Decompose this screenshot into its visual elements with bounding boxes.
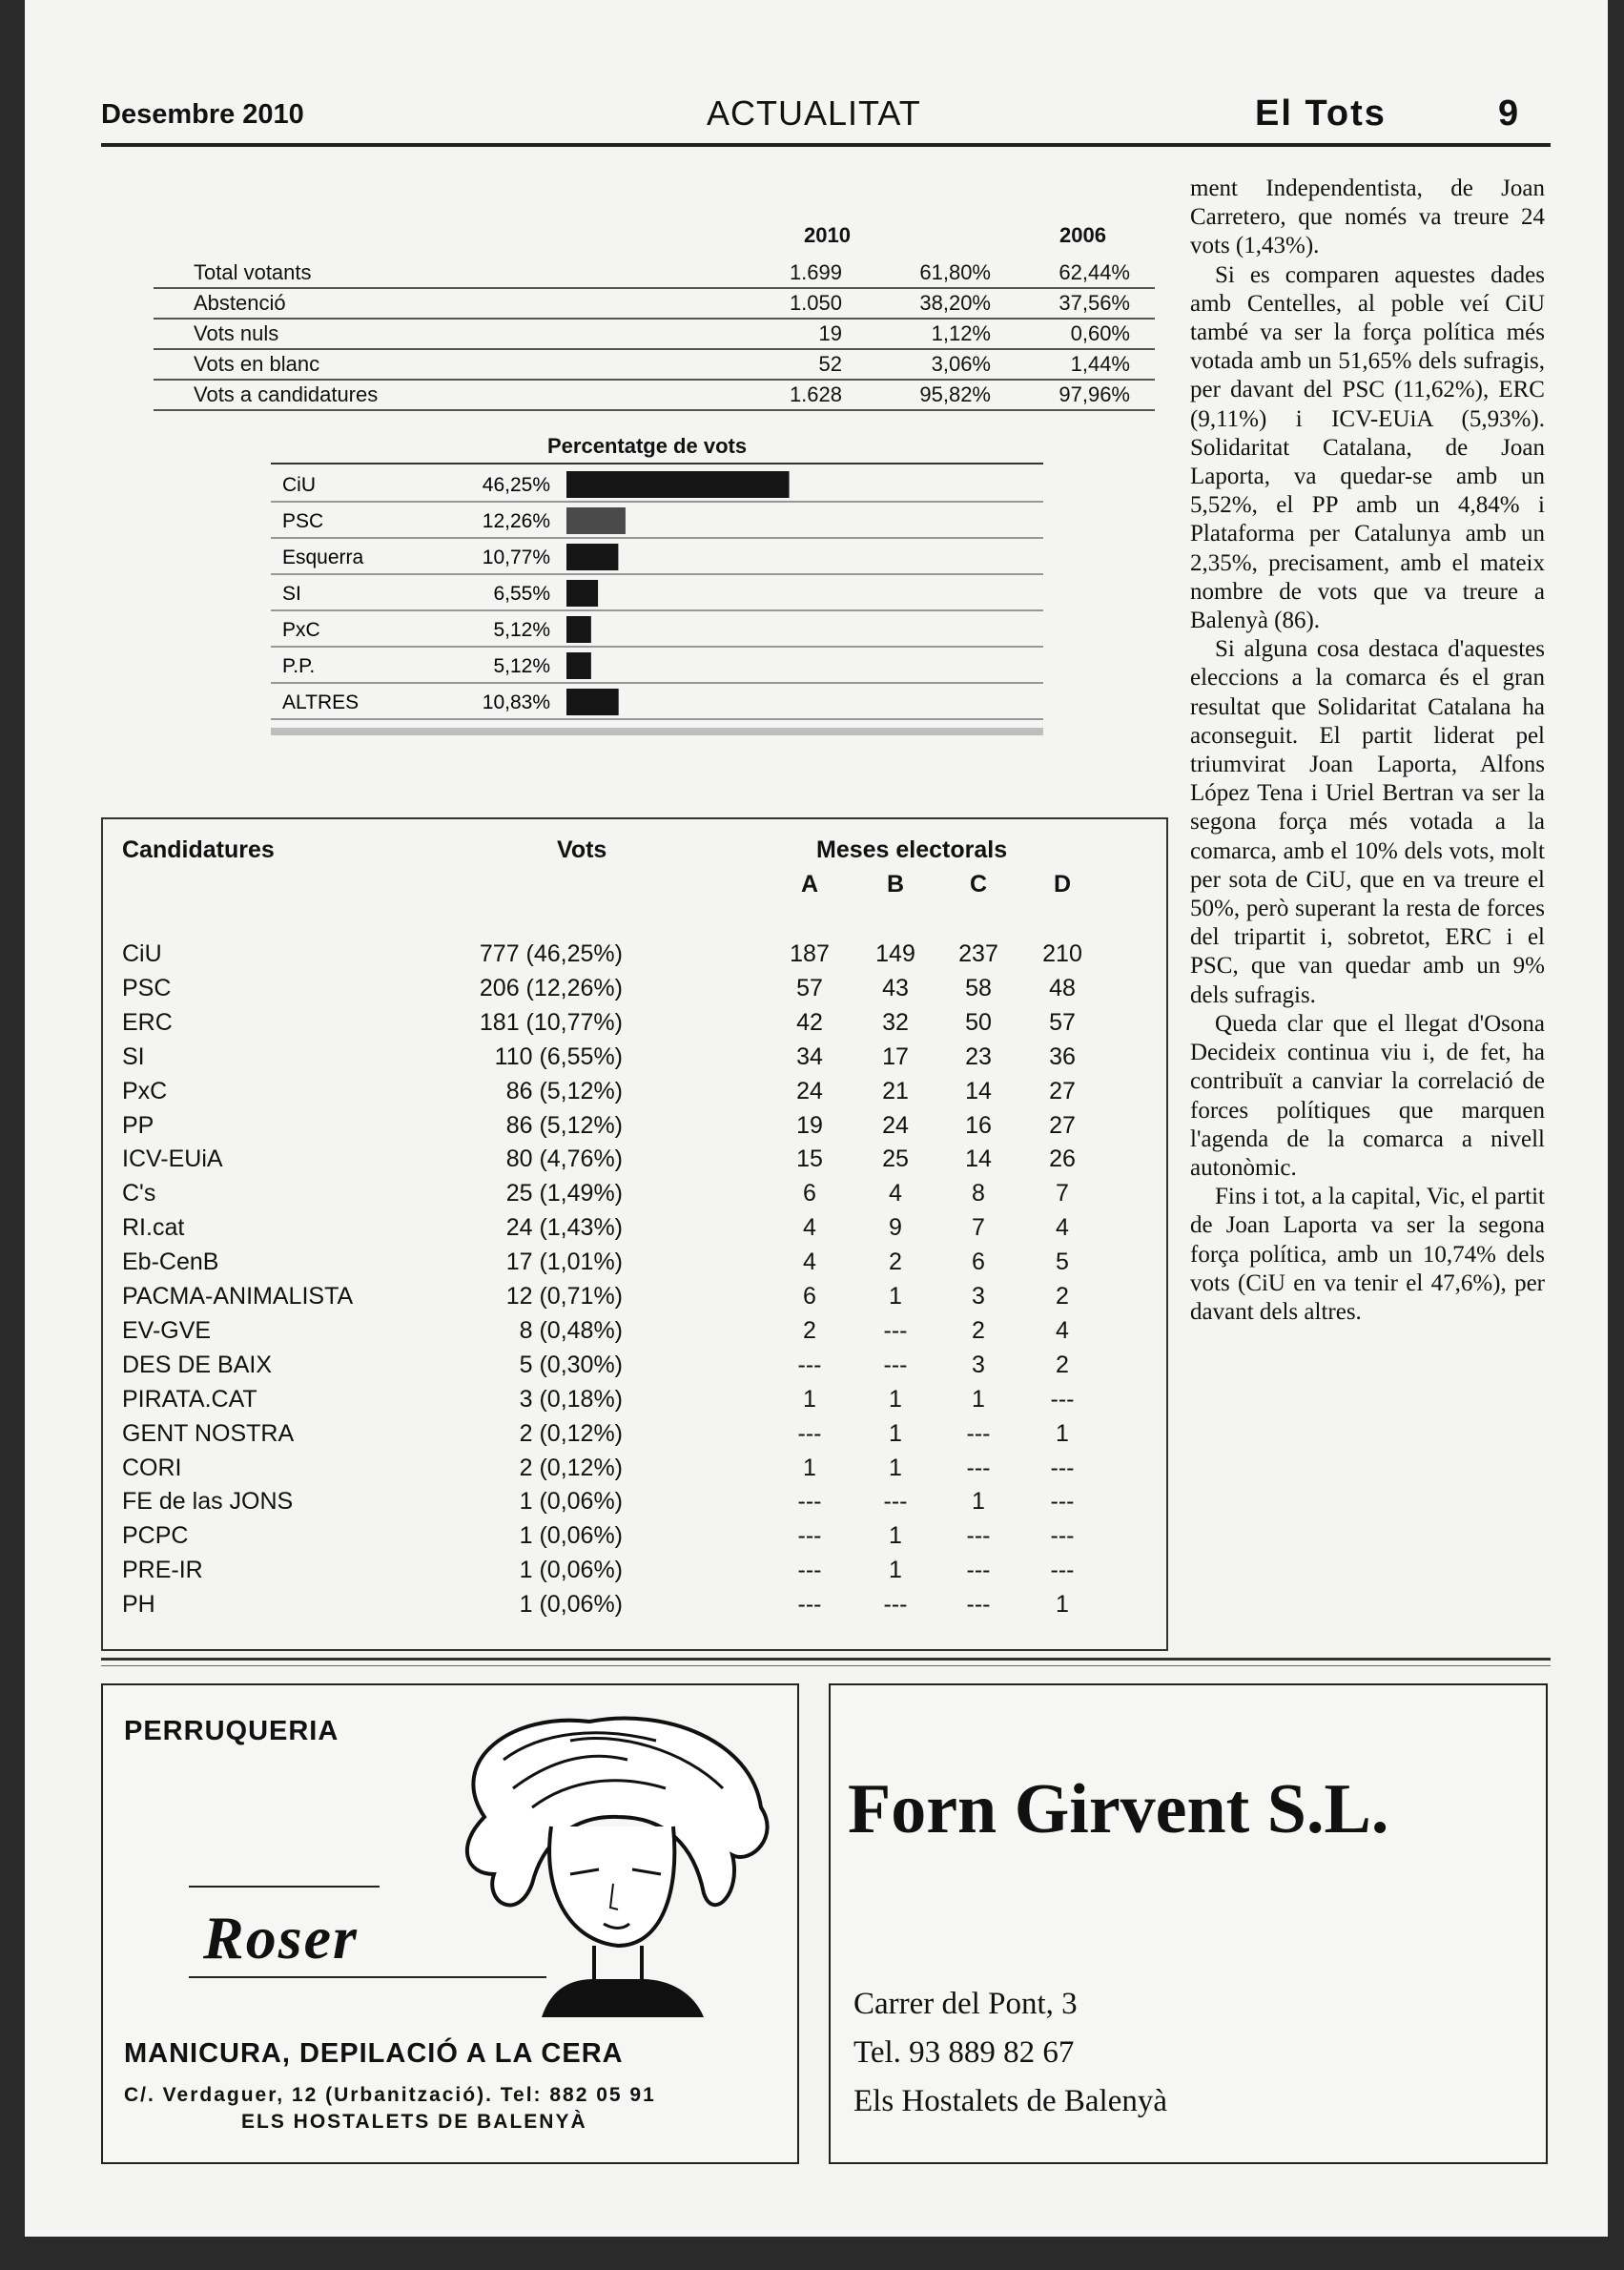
mesa-b-value: 1 <box>889 1283 902 1310</box>
category-label: PSC <box>282 510 324 532</box>
mesa-c-value: 1 <box>972 1488 985 1516</box>
mesa-c-value: 1 <box>972 1385 985 1413</box>
article-paragraph: ment Independentista, de Joan Carretero, que només va treure 24 vots (1,43%). <box>1190 175 1545 259</box>
bar-esquerra <box>566 544 618 570</box>
table-row <box>103 1317 1166 1352</box>
roser-logo: Roser <box>203 1904 359 1971</box>
candidature-name: PxC <box>122 1077 168 1104</box>
mesa-b-value: 1 <box>889 1419 902 1447</box>
row-pct-2010: 95,82% <box>919 382 991 406</box>
table-row <box>103 1455 1166 1489</box>
candidature-name: CORI <box>122 1454 182 1481</box>
bar-ciu <box>566 471 790 498</box>
row-label: Vots a candidatures <box>194 382 379 406</box>
year-2006-header: 2006 <box>1059 223 1106 247</box>
mesa-d-value: --- <box>1050 1522 1075 1550</box>
header-mesa-c: C <box>969 871 988 898</box>
mesa-a-value: 57 <box>796 974 823 1001</box>
mesa-d-value: 5 <box>1056 1248 1069 1276</box>
table-row <box>103 1112 1166 1146</box>
mesa-c-value: 50 <box>965 1008 992 1036</box>
candidature-name: GENT NOSTRA <box>122 1419 295 1447</box>
bar-pp <box>566 652 591 679</box>
table-row <box>103 1214 1166 1248</box>
header-meses: Meses electorals <box>816 836 1008 863</box>
mesa-a-value: 19 <box>796 1111 823 1139</box>
mesa-d-value: 7 <box>1056 1180 1069 1207</box>
mesa-c-value: 2 <box>972 1316 985 1344</box>
mesa-a-value: 6 <box>803 1180 816 1207</box>
candidature-name: FE de las JONS <box>122 1488 294 1516</box>
mesa-a-value: 187 <box>790 940 830 967</box>
mesa-c-value: --- <box>966 1419 991 1447</box>
candidature-name: PIRATA.CAT <box>122 1385 257 1413</box>
magazine-name: El Tots <box>1255 93 1387 134</box>
mesa-c-value: 14 <box>965 1145 992 1173</box>
header-candidatures: Candidatures <box>122 836 275 863</box>
table-row <box>103 1488 1166 1522</box>
mesa-d-value: 27 <box>1049 1077 1076 1104</box>
mesa-b-value: 32 <box>882 1008 909 1036</box>
candidature-votes: 86 (5,12%) <box>505 1077 623 1104</box>
mesa-a-value: --- <box>797 1591 822 1619</box>
chart-top-rule <box>271 463 1043 464</box>
candidature-votes: 777 (46,25%) <box>479 940 623 967</box>
mesa-a-value: 4 <box>803 1248 816 1276</box>
ad-address: C/. Verdaguer, 12 (Urbanització). Tel: 882 05 91 <box>124 2084 656 2106</box>
mesa-b-value: 21 <box>882 1077 909 1104</box>
mesa-b-value: 1 <box>889 1454 902 1481</box>
mesa-a-value: 4 <box>803 1214 816 1242</box>
mesa-d-value: 36 <box>1049 1042 1076 1070</box>
row-votes: 1.628 <box>789 382 842 406</box>
row-votes: 1.050 <box>789 291 842 315</box>
year-2010-header: 2010 <box>804 223 851 247</box>
table-row <box>103 975 1166 1009</box>
article-column <box>1190 175 1545 1327</box>
row-pct-2006: 62,44% <box>1059 260 1130 284</box>
table-row <box>103 1283 1166 1317</box>
table-row <box>154 349 1155 381</box>
mesa-d-value: 48 <box>1049 974 1076 1001</box>
mesa-b-value: 1 <box>889 1522 902 1550</box>
bakery-phone: Tel. 93 889 82 67 <box>853 2035 1075 2070</box>
bakery-street: Carrer del Pont, 3 <box>853 1987 1078 2021</box>
mesa-d-value: 1 <box>1056 1419 1069 1447</box>
table-row <box>103 1043 1166 1078</box>
candidature-votes: 5 (0,30%) <box>519 1351 623 1378</box>
category-label: P.P. <box>282 655 316 677</box>
candidature-votes: 1 (0,06%) <box>519 1557 623 1584</box>
mesa-c-value: 23 <box>965 1042 992 1070</box>
mesa-b-value: --- <box>883 1488 908 1516</box>
chart-plot <box>242 466 1062 726</box>
issue-date: Desembre 2010 <box>101 99 304 130</box>
mesa-c-value: --- <box>966 1557 991 1584</box>
candidature-name: DES DE BAIX <box>122 1351 272 1378</box>
bakery-name: Forn Girvent S.L. <box>848 1770 1389 1848</box>
mesa-a-value: 24 <box>796 1077 823 1104</box>
mesa-a-value: --- <box>797 1419 822 1447</box>
table-row <box>103 1557 1166 1591</box>
candidature-votes: 80 (4,76%) <box>505 1145 623 1173</box>
candidature-votes: 110 (6,55%) <box>494 1042 623 1070</box>
mesa-d-value: 2 <box>1056 1283 1069 1310</box>
candidature-name: PP <box>122 1111 154 1139</box>
table-row <box>103 1420 1166 1455</box>
bar-pxc <box>566 616 591 643</box>
bar-altres <box>566 689 619 715</box>
mesa-c-value: --- <box>966 1454 991 1481</box>
chart-footer-band <box>271 728 1043 735</box>
mesa-c-value: 8 <box>972 1180 985 1207</box>
row-votes: 19 <box>818 321 842 345</box>
table-row <box>103 1145 1166 1180</box>
candidature-name: Eb-CenB <box>122 1248 219 1276</box>
row-label: Vots en blanc <box>194 352 320 376</box>
bar-si <box>566 580 598 607</box>
article-paragraph: Queda clar que el llegat d'Osona Decideix continua viu i, de fet, ha contribuït a canviar la correlació de forces polítiques que marquen l'agenda de la comarca a nivell autonòmic. <box>1190 1010 1545 1181</box>
row-pct-2010: 3,06% <box>931 352 991 376</box>
mesa-a-value: --- <box>797 1557 822 1584</box>
table-row <box>154 258 1155 289</box>
candidature-name: ERC <box>122 1008 173 1036</box>
mesa-d-value: 26 <box>1049 1145 1076 1173</box>
candidature-name: C's <box>122 1180 156 1207</box>
mesa-a-value: 15 <box>796 1145 823 1173</box>
value-label: 5,12% <box>493 619 550 641</box>
mesa-c-value: 237 <box>958 940 998 967</box>
row-votes: 52 <box>818 352 842 376</box>
category-label: PxC <box>282 619 320 641</box>
mesa-a-value: 1 <box>803 1454 816 1481</box>
candidature-votes: 25 (1,49%) <box>505 1180 623 1207</box>
mesa-a-value: 42 <box>796 1008 823 1036</box>
mesa-a-value: 1 <box>803 1385 816 1413</box>
candidature-votes: 12 (0,71%) <box>505 1283 623 1310</box>
candidature-name: PSC <box>122 974 172 1001</box>
candidature-name: PCPC <box>122 1522 189 1550</box>
table-row <box>154 319 1155 350</box>
category-label: Esquerra <box>282 547 364 568</box>
candidature-votes: 2 (0,12%) <box>519 1454 623 1481</box>
value-label: 5,12% <box>493 655 550 677</box>
candidature-votes: 3 (0,18%) <box>519 1385 623 1413</box>
row-pct-2006: 97,96% <box>1059 382 1130 406</box>
mesa-b-value: 149 <box>875 940 915 967</box>
table-row <box>103 1352 1166 1386</box>
mesa-d-value: --- <box>1050 1454 1075 1481</box>
section-divider-thin <box>101 1665 1551 1666</box>
mesa-d-value: 57 <box>1049 1008 1076 1036</box>
candidature-votes: 17 (1,01%) <box>505 1248 623 1276</box>
header-mesa-b: B <box>886 871 905 898</box>
row-pct-2010: 61,80% <box>919 260 991 284</box>
article-paragraph: Si es comparen aquestes dades amb Centelles, al poble veí CiU també va ser la força política més votada amb un 51,65% dels sufragis, per davant del PSC (11,62%), ERC (9,11%) i ICV-EUiA (5,93%). Solidaritat Catalana, de Joan Laporta, va quedar-se amb un 5,52%, el PP amb un 4,84% i Plataforma per Catalunya amb un 2,35%, precisament, amb el mateix nombre de vots que va treure a Balenyà (86). <box>1190 261 1545 634</box>
table-row <box>103 1386 1166 1420</box>
ad-title: PERRUQUERIA <box>124 1716 339 1746</box>
row-label: Vots nuls <box>194 321 279 345</box>
row-label: Abstenció <box>194 291 286 315</box>
table-row <box>103 1248 1166 1283</box>
candidature-name: PACMA-ANIMALISTA <box>122 1283 354 1310</box>
ad-town: ELS HOSTALETS DE BALENYÀ <box>241 2111 587 2133</box>
mesa-d-value: --- <box>1050 1385 1075 1413</box>
mesa-b-value: --- <box>883 1591 908 1619</box>
category-label: ALTRES <box>282 691 360 713</box>
row-votes: 1.699 <box>789 260 842 284</box>
candidature-votes: 8 (0,48%) <box>519 1316 623 1344</box>
bakery-town: Els Hostalets de Balenyà <box>853 2084 1168 2118</box>
table-row <box>103 1522 1166 1557</box>
header-rule <box>101 143 1551 147</box>
mesa-c-value: 58 <box>965 974 992 1001</box>
candidature-votes: 1 (0,06%) <box>519 1591 623 1619</box>
row-label: Total votants <box>194 260 312 284</box>
article-paragraph: Si alguna cosa destaca d'aquestes eleccions a la comarca és el gran resultat que Solidaritat Catalana ha aconseguit. El partit liderat pel triumvirat Joan Laporta, Alfons López Tena i Uriel Bertran va ser la segona força més votada a la comarca, amb el 10% dels vots, molt per sota de CiU, que en va treure el 50%, però superant la resta de forces del tripartit i, sobretot, ERC i el PSC, que van quedar amb un 9% dels sufragis. <box>1190 636 1545 1008</box>
header-mesa-a: A <box>800 871 819 898</box>
header-votes: Vots <box>557 836 607 863</box>
mesa-d-value: 2 <box>1056 1351 1069 1378</box>
row-pct-2010: 38,20% <box>919 291 991 315</box>
table-row <box>103 1078 1166 1112</box>
mesa-d-value: 4 <box>1056 1316 1069 1344</box>
value-label: 46,25% <box>482 474 550 496</box>
mesa-d-value: 210 <box>1042 940 1082 967</box>
mesa-d-value: --- <box>1050 1557 1075 1584</box>
value-label: 6,55% <box>493 583 550 605</box>
table-row <box>154 288 1155 320</box>
value-label: 10,77% <box>482 547 550 568</box>
mesa-b-value: 17 <box>882 1042 909 1070</box>
table-row <box>103 1009 1166 1043</box>
mesa-b-value: 4 <box>889 1180 902 1207</box>
mesa-b-value: --- <box>883 1351 908 1378</box>
mesa-b-value: 25 <box>882 1145 909 1173</box>
candidature-votes: 1 (0,06%) <box>519 1522 623 1550</box>
candidature-name: ICV-EUiA <box>122 1145 223 1173</box>
mesa-b-value: 1 <box>889 1385 902 1413</box>
mesa-a-value: --- <box>797 1522 822 1550</box>
results-table <box>101 817 1168 1651</box>
mesa-b-value: 2 <box>889 1248 902 1276</box>
mesa-c-value: 14 <box>965 1077 992 1104</box>
mesa-c-value: --- <box>966 1591 991 1619</box>
candidature-name: PRE-IR <box>122 1557 203 1584</box>
mesa-c-value: 16 <box>965 1111 992 1139</box>
mesa-c-value: 3 <box>972 1283 985 1310</box>
mesa-c-value: 7 <box>972 1214 985 1242</box>
section-divider <box>101 1658 1551 1661</box>
vote-percentage-chart <box>242 434 1062 739</box>
chart-title: Percentatge de vots <box>547 434 748 458</box>
table-row <box>103 1180 1166 1214</box>
mesa-a-value: 6 <box>803 1283 816 1310</box>
candidature-votes: 206 (12,26%) <box>479 974 623 1001</box>
bar-psc <box>566 507 626 534</box>
candidature-name: RI.cat <box>122 1214 185 1242</box>
value-label: 10,83% <box>482 691 550 713</box>
mesa-a-value: 34 <box>796 1042 823 1070</box>
category-label: CiU <box>282 474 316 496</box>
page-number: 9 <box>1498 93 1519 134</box>
mesa-d-value: 27 <box>1049 1111 1076 1139</box>
candidature-votes: 1 (0,06%) <box>519 1488 623 1516</box>
row-pct-2010: 1,12% <box>931 321 991 345</box>
logo-rule <box>189 1886 380 1888</box>
section-title: ACTUALITAT <box>707 93 921 133</box>
mesa-a-value: --- <box>797 1488 822 1516</box>
value-label: 12,26% <box>482 510 550 532</box>
mesa-b-value: 9 <box>889 1214 902 1242</box>
mesa-c-value: --- <box>966 1522 991 1550</box>
mesa-c-value: 3 <box>972 1351 985 1378</box>
candidature-name: SI <box>122 1042 145 1070</box>
category-label: SI <box>282 583 301 605</box>
article-paragraph: Fins i tot, a la capital, Vic, el partit de Joan Laporta va ser la segona força política, amb un 10,74% dels vots (CiU en va tenir el 47,6%), per davant dels altres. <box>1190 1184 1545 1325</box>
mesa-d-value: 4 <box>1056 1214 1069 1242</box>
bakery-ad <box>829 1683 1548 2164</box>
mesa-b-value: 1 <box>889 1557 902 1584</box>
mesa-c-value: 6 <box>972 1248 985 1276</box>
mesa-b-value: 43 <box>882 974 909 1001</box>
table-row <box>154 380 1155 411</box>
woman-portrait-icon <box>427 1702 790 2017</box>
mesa-b-value: --- <box>883 1316 908 1344</box>
ad-services: MANICURA, DEPILACIÓ A LA CERA <box>124 2038 624 2069</box>
mesa-a-value: --- <box>797 1351 822 1378</box>
mesa-d-value: 1 <box>1056 1591 1069 1619</box>
mesa-a-value: 2 <box>803 1316 816 1344</box>
mesa-d-value: --- <box>1050 1488 1075 1516</box>
row-pct-2006: 37,56% <box>1059 291 1130 315</box>
candidature-name: PH <box>122 1591 155 1619</box>
candidature-votes: 86 (5,12%) <box>505 1111 623 1139</box>
candidature-name: CiU <box>122 940 162 967</box>
candidature-name: EV-GVE <box>122 1316 212 1344</box>
table-row <box>103 1591 1166 1625</box>
candidature-votes: 181 (10,77%) <box>479 1008 623 1036</box>
mesa-b-value: 24 <box>882 1111 909 1139</box>
row-pct-2006: 0,60% <box>1070 321 1130 345</box>
magazine-page <box>25 0 1608 2237</box>
row-pct-2006: 1,44% <box>1070 352 1130 376</box>
hairdresser-ad <box>101 1683 799 2164</box>
header-mesa-d: D <box>1053 871 1072 898</box>
table-row <box>103 940 1166 975</box>
candidature-votes: 2 (0,12%) <box>519 1419 623 1447</box>
candidature-votes: 24 (1,43%) <box>505 1214 623 1242</box>
